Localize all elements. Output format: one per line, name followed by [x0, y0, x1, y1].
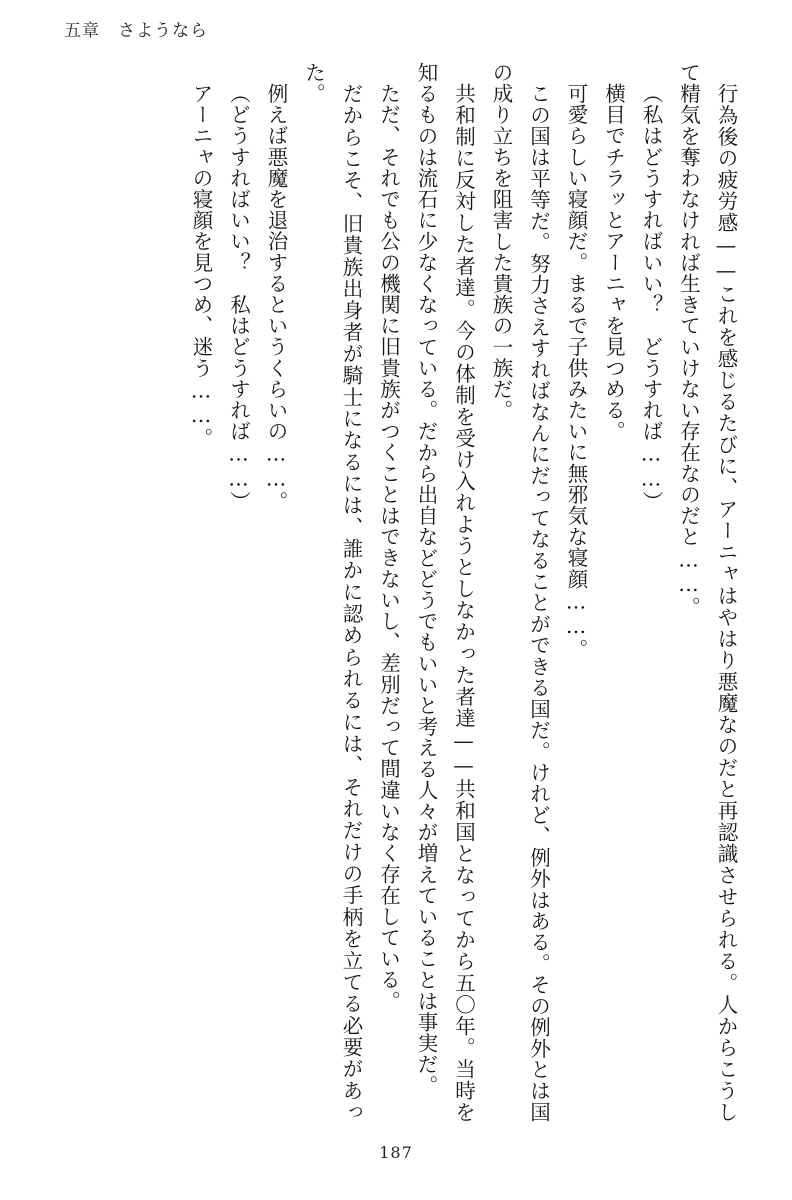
paragraph: この国は平等だ。努力さえすればなんにだってなることができる国だ。けれど、例外はある。その例外とは国の成り立ちを阻害した貴族の一族だ。 [489, 62, 551, 1122]
paragraph: （どうすればいい？ 私はどうすれば……） [226, 82, 251, 512]
paragraph: だからこそ、旧貴族出身者が騎士になるには、誰かに認められるには、それだけの手柄を立てる必要があった。 [301, 62, 363, 1122]
paragraph: 可愛らしい寝顔だ。まるで子供みたいに無邪気な寝顔……。 [564, 82, 588, 660]
paragraph: アーニャの寝顔を見つめ、迷う……。 [189, 82, 213, 449]
vertical-body-text [54, 62, 744, 1122]
paragraph: 横目でチラッとアーニャを見つめる。 [601, 82, 626, 442]
page-number: 187 [379, 1143, 413, 1162]
paragraph: 共和制に反対した者達。今の体制を受け入れようとしなかった者達——共和国となってから五〇年。当時を知るものは流石に少なくなっている。だから出自などどうでもいいと考える人々が増えていることは事実だ。 [414, 62, 476, 1122]
paragraph: （私はどうすればいい？ どうすれば……） [639, 82, 663, 512]
paragraph: 行為後の疲労感——これを感じるたびに、アーニャはやはり悪魔なのだと再認識させられる。人からこうして精気を奪わなければ生きていけない存在なのだと……。 [676, 62, 738, 1122]
paragraph: 例えば悪魔を退治するというくらいの……。 [264, 82, 288, 512]
paragraph: ただ、それでも公の機関に旧貴族がつくことはできないし、差別だって間違いなく存在している。 [376, 82, 401, 1011]
running-head-chapter-title: 五章 さようなら [64, 21, 208, 41]
